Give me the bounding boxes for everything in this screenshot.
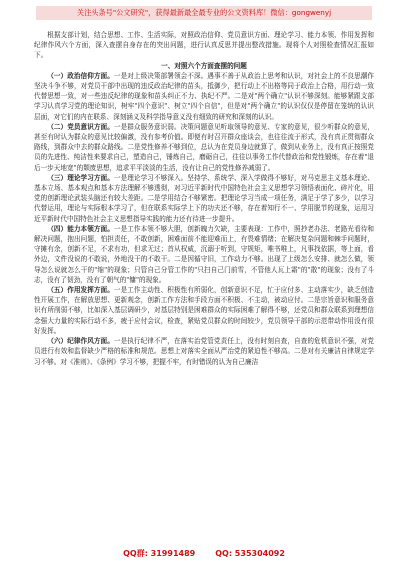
item-heading-2: （二）党员意识方面。: [47, 122, 114, 131]
item-heading-1: （一）政治信仰方面。: [47, 71, 114, 80]
item-text-2: 一是群众服务意识弱。决策问题意见听取领导的意见、专家的意见，很少听群众的意见，甚至有时认为群众的意见比较偏激，没有参考价值。即便有时召开群众座谈会，也往往流于形式，没有真正贯彻群众路线，到群众中去的群众路线。二是党性修养不够到位，总认为在党员身边就算了，做到从业务上，没有真正按照党员的先进性、纯洁性来要求自己，塑造自己，锤炼自己，磨砺自己，往往以事务工作代替政治和党性锻炼，存在着"退后一步天地宽"的颓废思想，追求平平淡淡的生活，没有让自己的党性修养减弱了。: [34, 122, 374, 172]
item-heading-5: （五）作用发挥方面。: [47, 286, 114, 295]
item-text-4: 一是工作本领不够大胆，创新魄力欠缺，主要表现：工作中，照抄老办法、老路光看待和解决问题，抱出问题，怕担责任，不敢创新，困难面前不能迎难而上，有畏难情绪；在解决复杂问题和棘手问题时，守摊有余，创新不足，不求有功，但求无过；首从权威，沉溺于听到，守规矩，唯书唯上，凡事找依据，等上面，看外边，文件没说的不敢说，外地没干的不敢干。二是因循守旧，工作动力不够。出现了上级怎么安排、就怎么做，领导怎么说就怎么干的"缩"的现象；只管自己分管工作的"只扫自己门前雪，不管他人瓦上霜"的"散"的现象；没有了斗志，没有了韧劲，没有了朝气的"慵"的现象。: [34, 224, 374, 284]
item-heading-3: （三）理论学习方面。: [47, 173, 114, 182]
promo-banner-text: 关注头条号"公文研究"，获得最新最全最专业的公文资料库！微信：gongwenyj: [76, 8, 332, 17]
document-body: [34, 30, 374, 540]
item-paragraph-6: [34, 336, 374, 367]
item-heading-4: （四）能力本领方面。: [47, 224, 114, 233]
item-paragraph-1: [34, 71, 374, 122]
promo-banner: [36, 6, 372, 20]
item-text-6: 一是执行纪律不严，在落实治党管党责任上，没有时刻自查，自查的危机意识不强，对党员进行有效和监督缺少严格的标准和规范。思想上对落实全面从严治党的紧迫性不够高。二是对有关廉洁自律规定学习不够。对《准则》、《条例》学习不够，把握不牢，有时错误的认为自己廉洁: [34, 337, 374, 366]
footer-qq-group: QQ群: 31991489: [123, 549, 196, 558]
footer-qq: QQ: 535304092: [215, 549, 285, 558]
item-paragraph-4: [34, 224, 374, 285]
item-text-3: 一是理论学习不够深入。坚持学、系统学、深入学做得不够好，对马克思主义基本理论、基本立场、基本观点和基本方法理解不够透彻，对习近平新时代中国特色社会主义思想学习领悟表面化、碎片化，用党的创新理论武装头脑还有较大差距。二是学用结合不够紧密。把理论学习当成一项任务，满足于学了多少，以学习代替运用，理论与实际根本学习了，但在联系实际学上下的功夫还不够，存在着知行不一、学用脱节的现象，运用习近平新时代中国特色社会主义思想指导实践的能力还有待进一步提升。: [34, 173, 374, 223]
item-text-5: 一是工作主动性、积极性有所弱化，创新意识不足，忙于应付多、主动落实少，缺乏创造性开展工作，在解放思想、更新观念，创新工作方法和手段方面不积极、不主动，被动应付。二是宗旨意识和服务意识有所削弱不够，比如深入基层调研少，对基层特别是困难群众的实际困难了解得不够，还党员和群众联系到理想信念强大力量的实际行动不多，疲于应付会议，检查，紧贴党员群众的时间较少，党员领导干部的示范带动作用没有很好发挥。: [34, 286, 374, 335]
item-paragraph-5: [34, 285, 374, 336]
item-text-1: 一是对上级决策部署领会不深。遇事不善于从政治上思考和认识，对社会上的不良思潮作坚决斗争不够，对党员干部中出现的违反政治纪律的苗头，抵御少，把行动上不出格等同于政治上合格，用行动一致代替思想一致，对一些违反纪律的现象和苗头纠正不力、执纪不严。二是对"两个确立"认识不够深刻。能够紧跟支部学习认真学习党的理论知识，树牢"四个意识"、树立"四个自信"，但是对"两个确立"的认识仅仅是停留在笼统的认识层面，对它们的内在联系、深刻涵义及科学指导意义没有细致的研究和深刻的认识。: [34, 71, 374, 121]
item-paragraph-2: [34, 122, 374, 173]
item-heading-6: （六）纪律作风方面。: [47, 337, 114, 346]
section-title: 一、对照六个方面查摆的问题: [161, 61, 247, 70]
intro-paragraph: 根据支部计划，结合思想、工作、生活实际，对照政治信仰、党员意识方面、理论学习、能力本领、作用发挥和纪律作风六个方面，深入查摆自身存在的突出问题，进行认真反思并提出整改措施。现将个人对照检查情况汇报如下。: [34, 31, 374, 60]
footer-contact: [0, 548, 408, 559]
item-paragraph-3: [34, 173, 374, 224]
